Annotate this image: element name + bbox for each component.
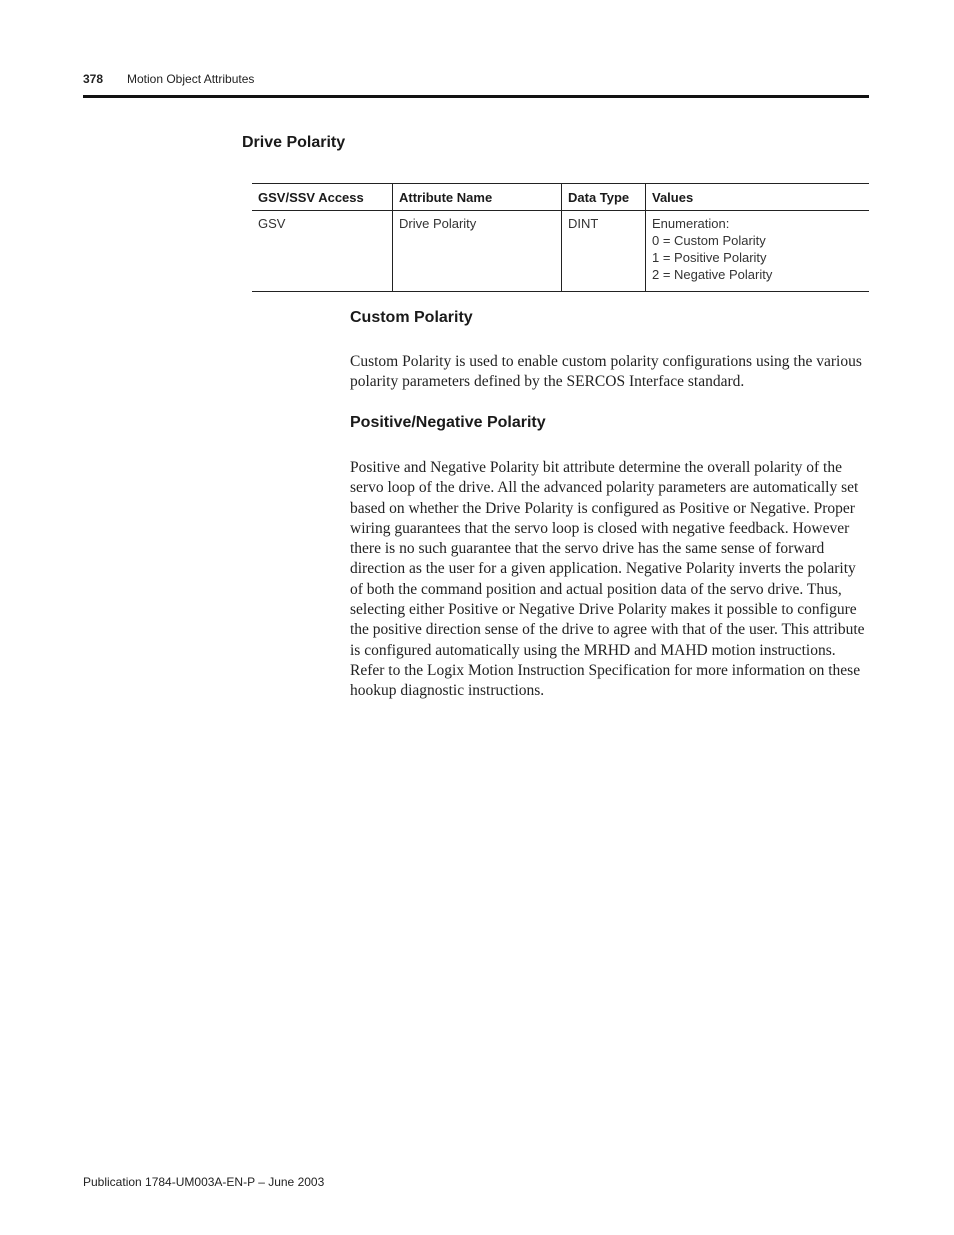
header-rule xyxy=(83,95,869,98)
column-header-attribute-name: Attribute Name xyxy=(393,184,562,211)
section-title: Motion Object Attributes xyxy=(127,72,255,86)
cell-values xyxy=(646,211,870,292)
cell-attribute-name: Drive Polarity xyxy=(393,211,562,292)
posneg-polarity-body: Positive and Negative Polarity bit attribute determine the overall polarity of the servo loop of the drive. All the advanced polarity parameters are automatically set based on whether the Drive Polarity is configured as Positive or Negative. Proper wiring guarantees that the servo loop is closed with negative feedback. However there is no such guarantee that the servo drive has the same sense of forward direction as the user for a given application. Negative Polarity inverts the polarity of both the command position and actual position data of the servo drive. Thus, selecting either Positive or Negative Drive Polarity makes it possible to configure the positive direction sense of the drive to agree with that of the user. This attribute is configured automatically using the MRHD and MAHD motion instructions. Refer to the Logix Motion Instruction Specification for more information on these hookup diagnostic instructions. xyxy=(350,459,865,700)
custom-polarity-heading: Custom Polarity xyxy=(350,309,473,326)
values-line: Enumeration: xyxy=(652,216,730,231)
attribute-table xyxy=(252,183,869,292)
publication-footer: Publication 1784-UM003A-EN-P – June 2003 xyxy=(83,1175,325,1189)
drive-polarity-heading: Drive Polarity xyxy=(242,134,346,151)
column-header-data-type: Data Type xyxy=(562,184,646,211)
page-header xyxy=(83,72,254,86)
cell-access: GSV xyxy=(252,211,393,292)
table-header-row xyxy=(252,184,869,211)
column-header-values: Values xyxy=(646,184,870,211)
values-line: 2 = Negative Polarity xyxy=(652,267,773,282)
custom-polarity-body: Custom Polarity is used to enable custom polarity configurations using the various polarity parameters defined by the SERCOS Interface standard. xyxy=(350,353,862,391)
page-number: 378 xyxy=(83,72,104,86)
column-header-access: GSV/SSV Access xyxy=(252,184,393,211)
posneg-polarity-heading: Positive/Negative Polarity xyxy=(350,414,546,431)
values-line: 0 = Custom Polarity xyxy=(652,233,766,248)
table-row xyxy=(252,211,869,292)
values-line: 1 = Positive Polarity xyxy=(652,250,767,265)
cell-data-type: DINT xyxy=(562,211,646,292)
